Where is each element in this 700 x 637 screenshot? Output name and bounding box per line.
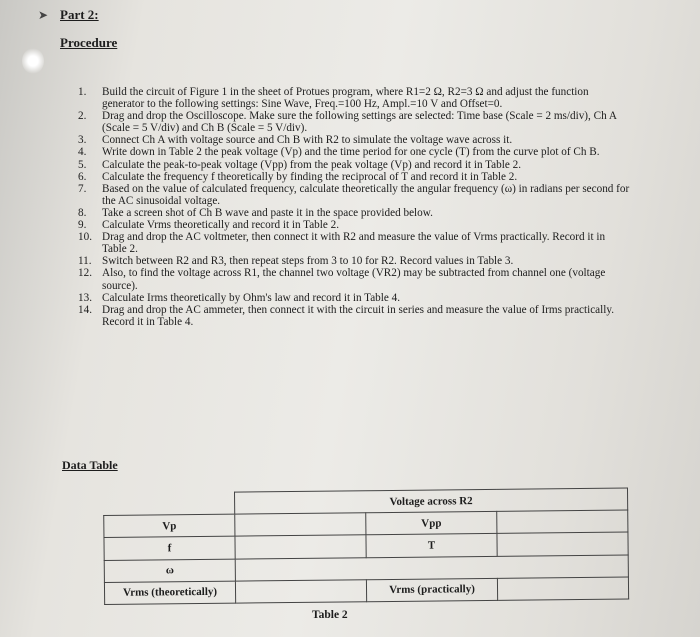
table-caption: Table 2 (312, 609, 348, 621)
step-item (78, 219, 630, 231)
vpp-label: Vpp (366, 512, 497, 536)
bullet-arrow-icon: ➤ (38, 8, 49, 22)
step-number: 7. (78, 182, 87, 195)
voltage-table (103, 488, 629, 605)
step-text: Connect Ch A with voltage source and Ch B with R2 to simulate the voltage wave across it. (102, 134, 513, 147)
part-title: Part 2: (60, 7, 99, 22)
vp-value-cell (235, 513, 366, 537)
step-number: 12. (78, 267, 92, 280)
step-text: Calculate the frequency f theoretically by finding the reciprocal of T and record it in Table 2. (102, 170, 518, 183)
t-label: T (366, 534, 497, 558)
omega-label: ω (104, 559, 235, 583)
procedure-heading: Procedure (60, 35, 118, 50)
step-number: 14. (78, 303, 92, 316)
step-text: Write down in Table 2 the peak voltage (Vp) and the time period for one cycle (T) from the curve plot of Ch B. (102, 146, 600, 159)
step-number: 9. (78, 219, 87, 232)
step-number: 4. (78, 146, 87, 159)
step-item (78, 86, 630, 110)
step-number: 6. (78, 170, 87, 183)
light-glare (22, 48, 44, 74)
step-number: 5. (78, 158, 87, 171)
step-text: Calculate Vrms theoretically and record it in Table 2. (102, 219, 340, 232)
step-item (78, 134, 630, 146)
step-item (78, 304, 630, 328)
step-text: Based on the value of calculated frequency, calculate theoretically the angular frequency (ω) in radians per second for the AC sinusoidal voltage. (102, 182, 630, 207)
vp-label: Vp (104, 514, 235, 538)
step-text: Switch between R2 and R3, then repeat steps from 3 to 10 for R2. Record values in Table 3. (102, 255, 514, 268)
step-number: 13. (78, 291, 92, 304)
step-text: Build the circuit of Figure 1 in the sheet of Protues program, where R1=2 Ω, R2=3 Ω and adjust the function generator to the following settings: Sine Wave, Freq.=100 Hz, Ampl.=10 V and Offset=0. (102, 86, 589, 111)
step-item (78, 183, 630, 207)
step-item (78, 267, 630, 291)
vrms-theoretical-label: Vrms (theoretically) (104, 581, 235, 605)
step-number: 10. (78, 231, 92, 244)
step-item (78, 231, 630, 255)
step-item (78, 292, 630, 304)
vpp-value-cell (497, 510, 628, 534)
step-text: Calculate Irms theoretically by Ohm's law and record it in Table 4. (102, 291, 401, 304)
step-text: Calculate the peak-to-peak voltage (Vpp) from the peak voltage (Vp) and record it in Table 2. (102, 158, 522, 171)
t-value-cell (497, 532, 628, 556)
step-item (78, 207, 630, 219)
vrms-theoretical-value-cell (235, 579, 366, 603)
step-text: Drag and drop the AC voltmeter, then connect it with R2 and measure the value of Vrms practically. Record it in Table 2. (102, 231, 606, 256)
f-label: f (104, 536, 235, 560)
procedure-steps (78, 86, 630, 328)
step-number: 3. (78, 134, 87, 147)
vrms-practical-label: Vrms (practically) (366, 578, 497, 602)
data-table-heading: Data Table (62, 458, 118, 472)
step-text: Drag and drop the Oscilloscope. Make sure the following settings are selected: Time base (Scale = 2 ms/div), Ch A (Scale = 5 V/div) and Ch B (Scale = 5 V/div). (102, 110, 617, 135)
step-number: 2. (78, 110, 87, 123)
f-value-cell (235, 535, 366, 559)
step-item (78, 146, 630, 158)
step-item (78, 159, 630, 171)
step-number: 1. (78, 86, 87, 98)
step-text: Also, to find the voltage across R1, the channel two voltage (VR2) may be subtracted from channel one (voltage source). (102, 267, 606, 292)
table-header: Voltage across R2 (234, 488, 627, 514)
step-item (78, 110, 630, 134)
vrms-practical-value-cell (497, 577, 628, 601)
step-text: Drag and drop the AC ammeter, then connect it with the circuit in series and measure the value of Irms practically. Record it in Table 4. (102, 303, 615, 328)
step-number: 8. (78, 206, 87, 219)
step-item (78, 171, 630, 183)
table-spacer (104, 492, 235, 516)
step-item (78, 255, 630, 267)
step-number: 11. (78, 255, 92, 268)
step-text: Take a screen shot of Ch B wave and paste it in the space provided below. (102, 206, 433, 219)
